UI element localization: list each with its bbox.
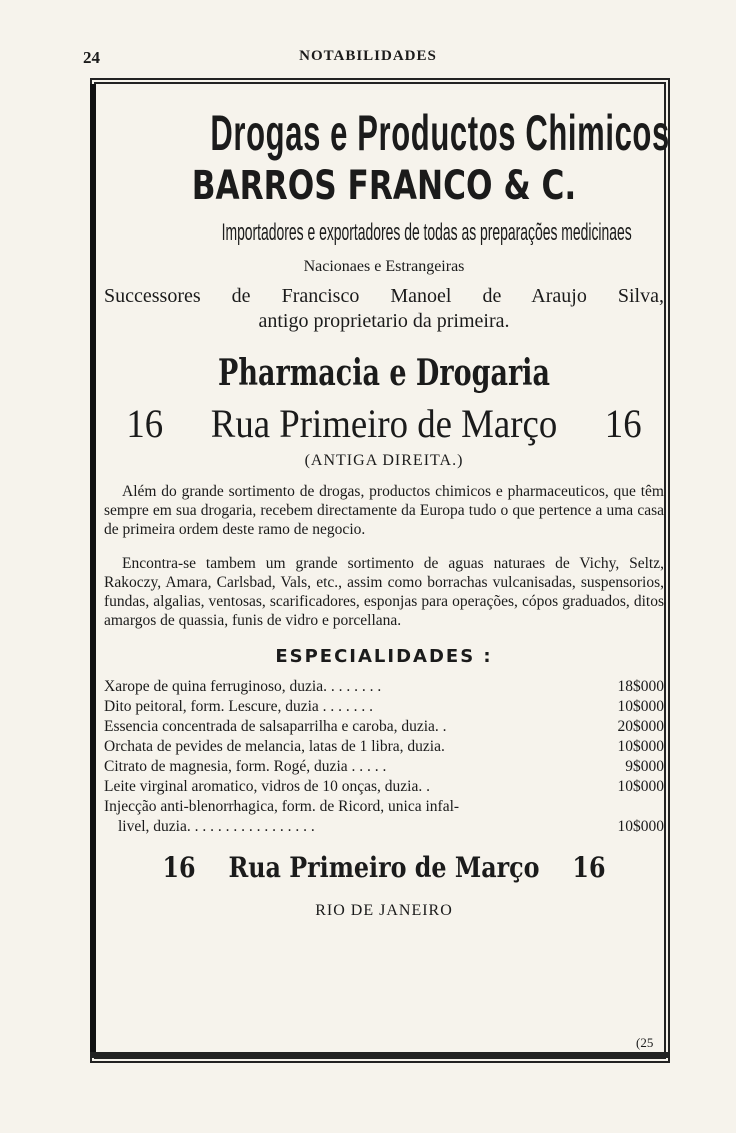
- running-title: NOTABILIDADES: [299, 48, 437, 64]
- specialty-row: [104, 817, 664, 837]
- city-line: RIO DE JANEIRO: [315, 902, 453, 920]
- specialty-price: 10$000: [617, 818, 664, 836]
- specialty-desc: Dito peitoral, form. Lescure, duzia . . . . . . .: [104, 698, 374, 716]
- frame-bottom-rule: [90, 1052, 670, 1058]
- pharmacia-heading: Pharmacia e Drogaria: [218, 351, 550, 394]
- paragraph-aguas: Encontra-se tambem um grande sortimento de aguas naturaes de Vichy, Seltz, Rakoczy, Amara, Carlsbad, Vals, etc., assim como borrachas vulcanisadas, suspensorios, fundas, algalias, ventosas, scarificadores, esponjas para operações, cópos graduados, ditos amargos de quassia, funis de vidro e porcellana.: [104, 555, 664, 630]
- specialty-price: 10$000: [617, 778, 664, 796]
- frame-left-rule: [90, 84, 96, 1056]
- address-bottom: [146, 851, 622, 884]
- specialty-desc: Injecção anti-blenorrhagica, form. de Ricord, unica infal-: [104, 798, 460, 816]
- specialty-price: [584, 797, 664, 817]
- specialty-desc: Citrato de magnesia, form. Rogé, duzia . . . . .: [104, 758, 387, 776]
- specialty-price: 10$000: [617, 738, 664, 756]
- bottom-number-left: 16: [162, 851, 196, 885]
- specialty-row: [104, 777, 664, 797]
- specialty-desc: Xarope de quina ferruginoso, duzia. . . . . . . .: [104, 678, 382, 696]
- page-number: 24: [83, 48, 100, 67]
- specialty-price: 20$000: [617, 718, 664, 736]
- bottom-street: Rua Primeiro de Março: [228, 851, 540, 885]
- nacionaes-line: Nacionaes e Estrangeiras: [303, 257, 465, 275]
- address-large: [126, 402, 641, 446]
- successores-line: Successores de Francisco Manoel de Araujo Silva,: [104, 284, 664, 307]
- ad-title: Drogas e Productos Chimicos: [210, 105, 670, 161]
- company-name: BARROS FRANCO & C.: [191, 162, 577, 209]
- specialty-row: [104, 717, 664, 737]
- specialty-row: [104, 677, 664, 697]
- antigo-line: antigo proprietario da primeira.: [258, 309, 510, 332]
- address-number-left: 16: [126, 400, 164, 446]
- paragraph-sortimento: Além do grande sortimento de drogas, productos chimicos e pharmaceuticos, que têm sempre em sua drogaria, recebem directamente da Europa tudo o que pertence a uma casa de primeira ordem deste ramo de negocio.: [104, 482, 664, 538]
- bottom-number-right: 16: [572, 851, 606, 885]
- specialty-row: [104, 697, 664, 717]
- specialty-desc: livel, duzia. . . . . . . . . . . . . . . . .: [118, 818, 315, 836]
- address-number-right: 16: [604, 400, 642, 446]
- importers-line: Importadores e exportadores de todas as preparações medicinaes: [221, 218, 632, 246]
- specialty-price: 9$000: [625, 758, 664, 776]
- specialty-price: 18$000: [617, 678, 664, 696]
- antiga-note: (ANTIGA DIREITA.): [304, 451, 464, 469]
- specialties-list: [104, 677, 664, 837]
- specialty-row: [104, 737, 664, 757]
- specialty-row: [104, 797, 664, 817]
- advertisement-content: [104, 95, 670, 920]
- address-street: Rua Primeiro de Março: [210, 400, 558, 446]
- specialty-desc: Orchata de pevides de melancia, latas de 1 libra, duzia.: [104, 738, 445, 756]
- specialty-price: 10$000: [617, 698, 664, 716]
- specialty-row: [104, 757, 664, 777]
- specialty-desc: Essencia concentrada de salsaparrilha e caroba, duzia. .: [104, 718, 447, 736]
- specialty-desc: Leite virginal aromatico, vidros de 10 onças, duzia. .: [104, 778, 430, 796]
- specialties-heading: ESPECIALIDADES :: [275, 646, 493, 668]
- corner-note: (25: [636, 1035, 654, 1050]
